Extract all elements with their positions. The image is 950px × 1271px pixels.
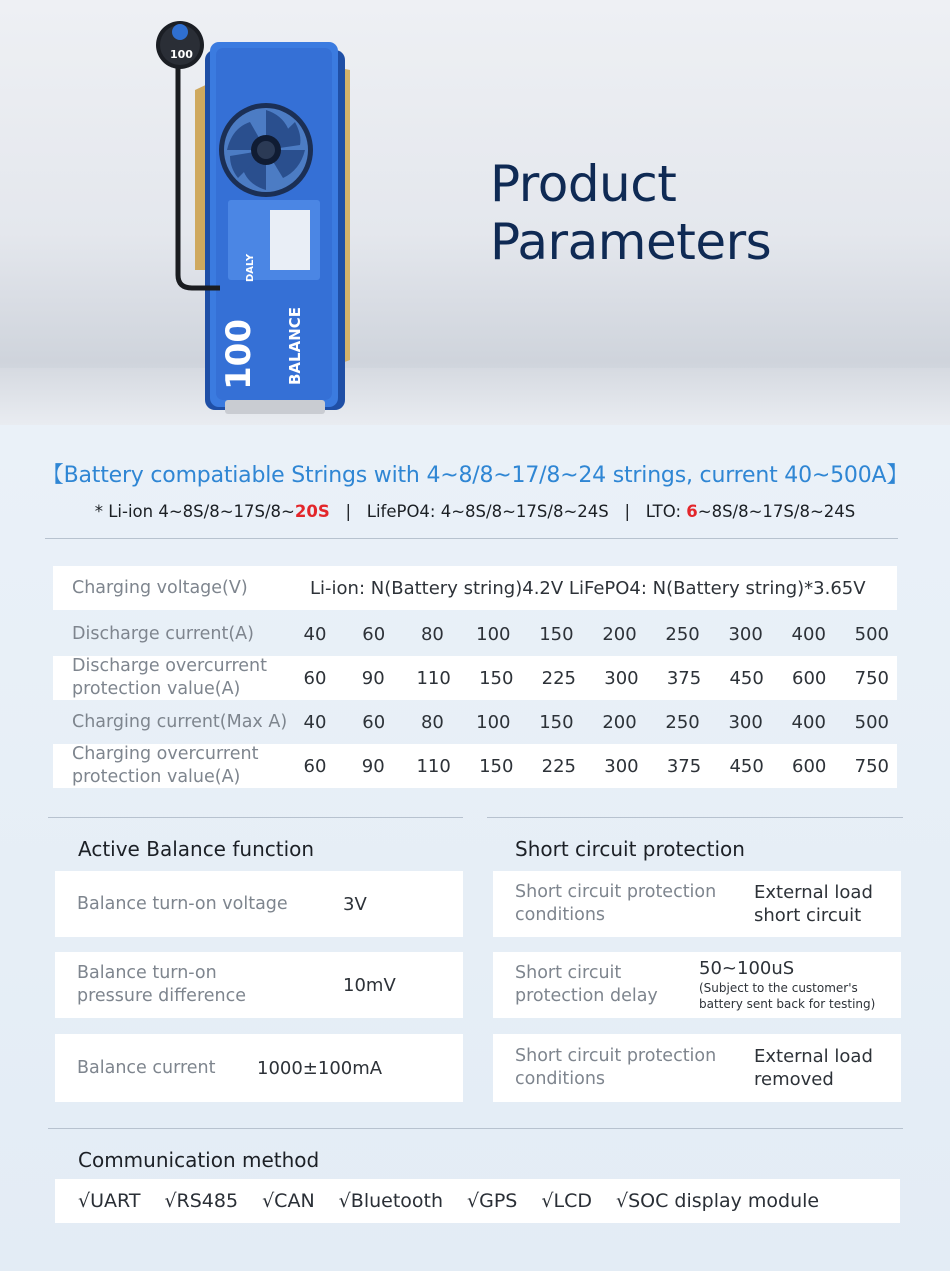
spec-label: Discharge overcurrent protection value(A) — [72, 656, 267, 699]
balance-label: Balance current — [77, 1057, 216, 1078]
spec-cell: 250 — [665, 623, 700, 645]
spec-cell: 60 — [362, 623, 386, 645]
spec-cell: 150 — [539, 623, 574, 645]
spec-cell: 100 — [476, 711, 511, 733]
spec-cell: 80 — [420, 711, 444, 733]
short-circuit-label: Short circuit protection delay — [515, 963, 658, 1006]
spec-label: Charging current(Max A) — [72, 711, 288, 732]
spec-values — [300, 756, 897, 777]
spec-cell: 60 — [362, 711, 386, 733]
divider — [48, 1128, 903, 1129]
spec-label: Charging voltage(V) — [72, 577, 248, 598]
spec-cell: 40 — [303, 711, 327, 733]
spec-cell: 750 — [854, 755, 889, 777]
spec-row-discharge-current — [53, 612, 897, 656]
dial-logo-text: 100 — [170, 48, 193, 61]
communication-item: √LCD — [541, 1190, 592, 1212]
page-title-line2: Parameters — [490, 213, 772, 271]
spec-cell: 90 — [361, 755, 385, 777]
balance-value: 10mV — [343, 974, 396, 996]
communication-item: √RS485 — [164, 1190, 239, 1212]
balance-label: Balance turn-on voltage — [77, 893, 288, 914]
communication-list — [55, 1179, 900, 1223]
spec-cell: 200 — [602, 623, 637, 645]
spec-cell: 40 — [303, 623, 327, 645]
balance-item — [55, 1034, 463, 1102]
spec-row-discharge-overcurrent — [53, 656, 897, 700]
spec-cell: 450 — [729, 667, 764, 689]
short-circuit-item — [493, 952, 901, 1018]
spec-cell: 150 — [539, 711, 574, 733]
short-circuit-label: Short circuit protection conditions — [515, 882, 717, 925]
spec-cell: 600 — [792, 755, 827, 777]
spec-cell: 500 — [854, 711, 889, 733]
short-circuit-label: Short circuit protection conditions — [515, 1046, 717, 1089]
spec-cell: 225 — [541, 755, 577, 777]
communication-item: √UART — [78, 1190, 141, 1212]
spec-cell: 90 — [361, 667, 385, 689]
communication-title: Communication method — [78, 1148, 320, 1172]
hero-floor — [0, 368, 950, 425]
short-circuit-note: (Subject to the customer's battery sent back for testing) — [699, 981, 876, 1011]
spec-cell: 300 — [728, 711, 763, 733]
communication-item: √CAN — [262, 1190, 315, 1212]
short-circuit-title: Short circuit protection — [515, 837, 745, 861]
spec-cell: 600 — [792, 667, 827, 689]
spec-cell: 60 — [303, 667, 327, 689]
spec-cell: 300 — [604, 667, 639, 689]
balance-item — [55, 871, 463, 937]
short-circuit-value: External load removed — [754, 1046, 873, 1090]
device-big-logo-text: 100 — [219, 319, 259, 390]
compatibility-headline: 【Battery compatiable Strings with 4~8/8~17/8~24 strings, current 40~500A】 — [41, 463, 909, 488]
device-big-logo-sub: BALANCE — [286, 306, 304, 385]
communication-item: √Bluetooth — [338, 1190, 444, 1212]
balance-value: 3V — [343, 893, 367, 915]
spec-value: Li-ion: N(Battery string)4.2V LiFePO4: N(Battery string)*3.65V — [310, 577, 866, 599]
spec-cell: 500 — [854, 623, 889, 645]
spec-cell: 100 — [476, 623, 511, 645]
spec-row-charging-current — [53, 700, 897, 744]
subline-part1: * Li-ion 4~8S/8~17S/8~ — [94, 502, 295, 521]
balance-label: Balance turn-on pressure difference — [77, 963, 247, 1006]
subline-part3: ~8S/8~17S/8~24S — [697, 502, 856, 521]
page-title — [490, 155, 771, 271]
spec-cell: 150 — [479, 755, 514, 777]
spec-cell: 375 — [666, 755, 702, 777]
device-brand-text: DALY — [245, 253, 256, 282]
spec-cell: 400 — [791, 711, 826, 733]
subline-part2: | LifePO4: 4~8S/8~17S/8~24S | LTO: — [329, 502, 687, 521]
page-title-line1: Product — [490, 155, 677, 213]
spec-values — [300, 668, 897, 689]
communication-item: √GPS — [467, 1190, 518, 1212]
spec-values — [300, 712, 897, 733]
spec-cell: 750 — [854, 667, 889, 689]
balance-title: Active Balance function — [78, 837, 315, 861]
subline-part1-red: 20S — [294, 502, 330, 521]
divider — [487, 817, 903, 818]
short-circuit-item — [493, 1034, 901, 1102]
spec-cell: 450 — [729, 755, 764, 777]
short-circuit-value-group — [699, 957, 894, 1012]
spec-cell: 400 — [791, 623, 826, 645]
divider — [48, 817, 463, 818]
communication-item: √SOC display module — [615, 1190, 820, 1212]
divider — [45, 538, 898, 539]
spec-cell: 150 — [479, 667, 514, 689]
spec-label: Charging overcurrent protection value(A) — [72, 744, 259, 787]
short-circuit-value: 50~100uS — [699, 958, 795, 979]
spec-cell: 225 — [541, 667, 577, 689]
subline-part2-red: 6 — [686, 502, 698, 521]
spec-cell: 375 — [666, 667, 702, 689]
short-circuit-item — [493, 871, 901, 937]
spec-cell: 110 — [416, 755, 451, 777]
spec-label: Discharge current(A) — [72, 623, 254, 644]
spec-cell: 300 — [728, 623, 763, 645]
spec-cell: 80 — [420, 623, 444, 645]
bms-device-image — [150, 20, 360, 420]
spec-cell: 110 — [416, 667, 451, 689]
spec-cell: 300 — [604, 755, 639, 777]
short-circuit-value: External load short circuit — [754, 882, 873, 926]
spec-cell: 200 — [602, 711, 637, 733]
compatibility-subline — [0, 502, 950, 521]
spec-row-charging-overcurrent — [53, 744, 897, 788]
balance-item — [55, 952, 463, 1018]
balance-value: 1000±100mA — [257, 1057, 383, 1079]
spec-cell: 60 — [303, 755, 327, 777]
hero-banner — [0, 0, 950, 425]
spec-cell: 250 — [665, 711, 700, 733]
spec-row-charging-voltage — [53, 566, 897, 610]
spec-values — [300, 624, 897, 645]
